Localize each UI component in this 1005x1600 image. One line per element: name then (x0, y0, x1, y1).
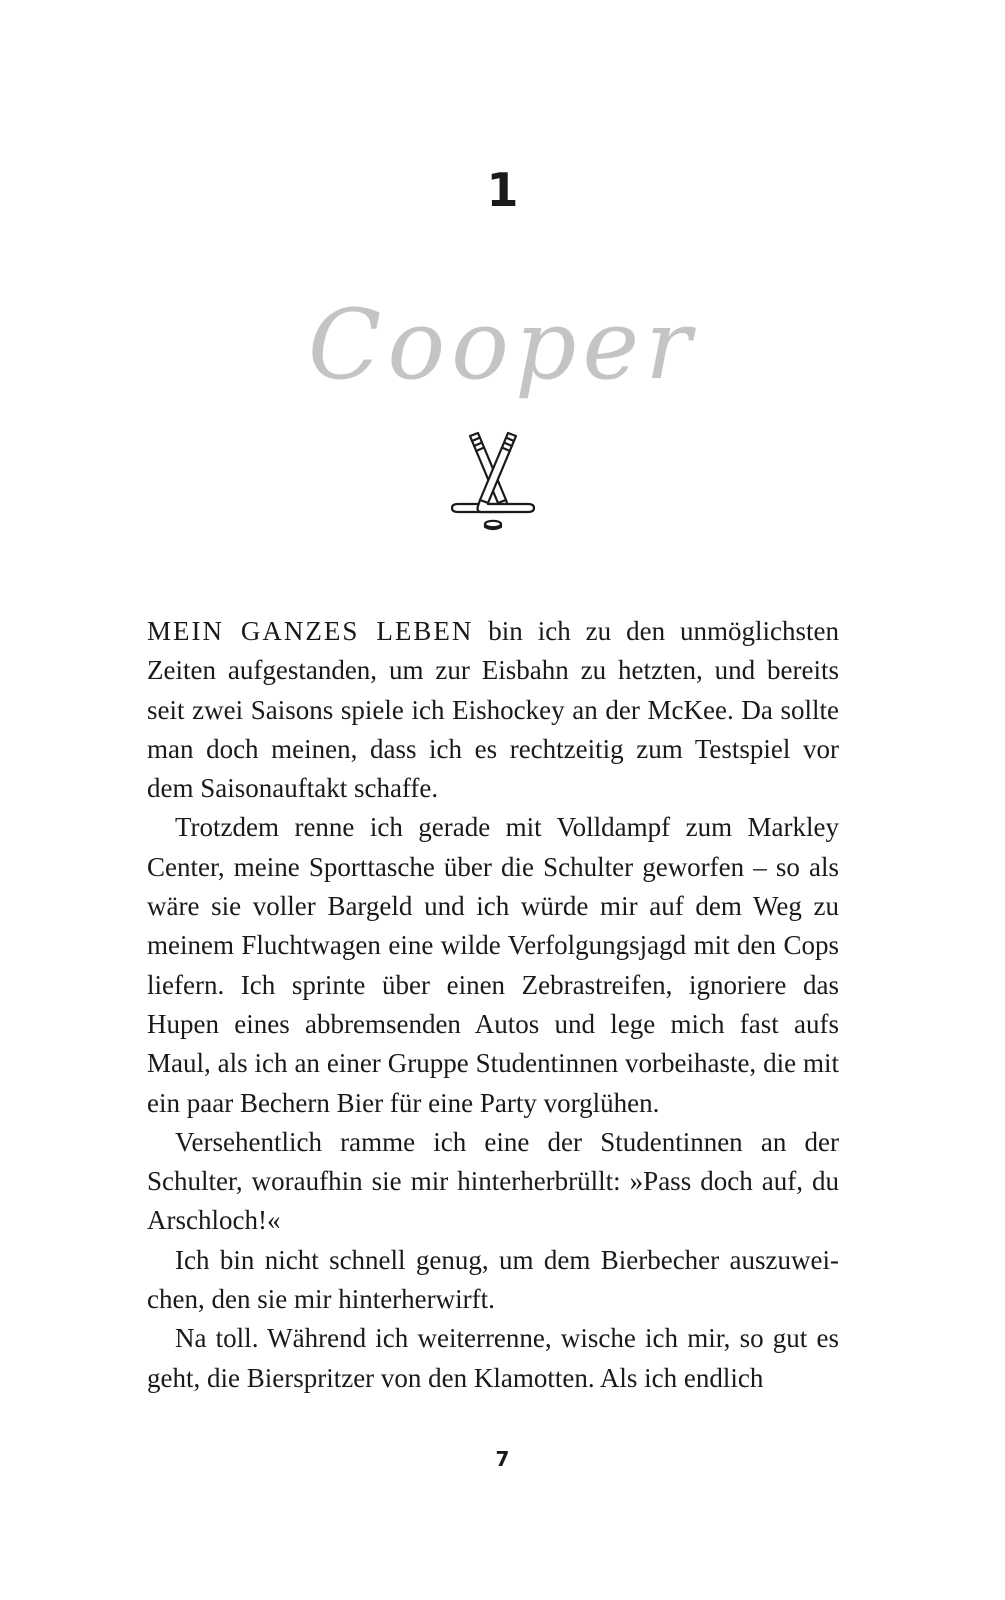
page-number: 7 (495, 1447, 510, 1471)
paragraph-2: Trotzdem renne ich gerade mit Volldampf zum Markley Center, meine Sporttasche über die Schulter geworfen – so als wäre sie voller Bargeld und ich würde mir auf dem Weg zu meinem Fluchtwagen eine wilde Verfolgungsjagd mit den Cops liefern. Ich sprinte über einen Zebrastreifen, ignoriere das Hupen eines abbremsenden Autos und lege mich fast aufs Maul, als ich an einer Gruppe Studentinnen vorbeihaste, die mit ein paar Bechern Bier für eine Party vorglühen. (147, 812, 839, 1118)
paragraph-4: Ich bin nicht schnell genug, um dem Bierbecher auszuweichen, den sie mir hinterherwirft. (147, 1244, 839, 1315)
paragraph-1-text: bin ich zu den unmöglichsten Zeiten aufgestanden, um zur Eisbahn zu hetzten, und bereits seit zwei Saisons spiele ich Eishockey an der McKee. Da sollte man doch meinen, dass ich es rechtzeitig zum Testspiel vor dem Saisonauftakt schaffe. (147, 616, 839, 804)
paragraph-5: Na toll. Während ich weiterrenne, wische ich mir, so gut es geht, die Bierspritzer von den Klamotten. Als ich endlich (147, 1323, 839, 1393)
chapter-number: 1 (486, 163, 519, 217)
crossed-hockey-sticks-puck-icon (448, 430, 538, 534)
body-text (147, 612, 839, 1398)
paragraph-3: Versehentlich ramme ich eine der Studentinnen an der Schulter, woraufhin sie mir hinterherbrüllt: »Pass doch auf, du Arschloch!« (147, 1126, 839, 1236)
paragraph-1 (147, 612, 839, 808)
lead-in-smallcaps: MEIN GANZES LEBEN (147, 616, 474, 646)
chapter-name: Cooper (307, 289, 698, 401)
